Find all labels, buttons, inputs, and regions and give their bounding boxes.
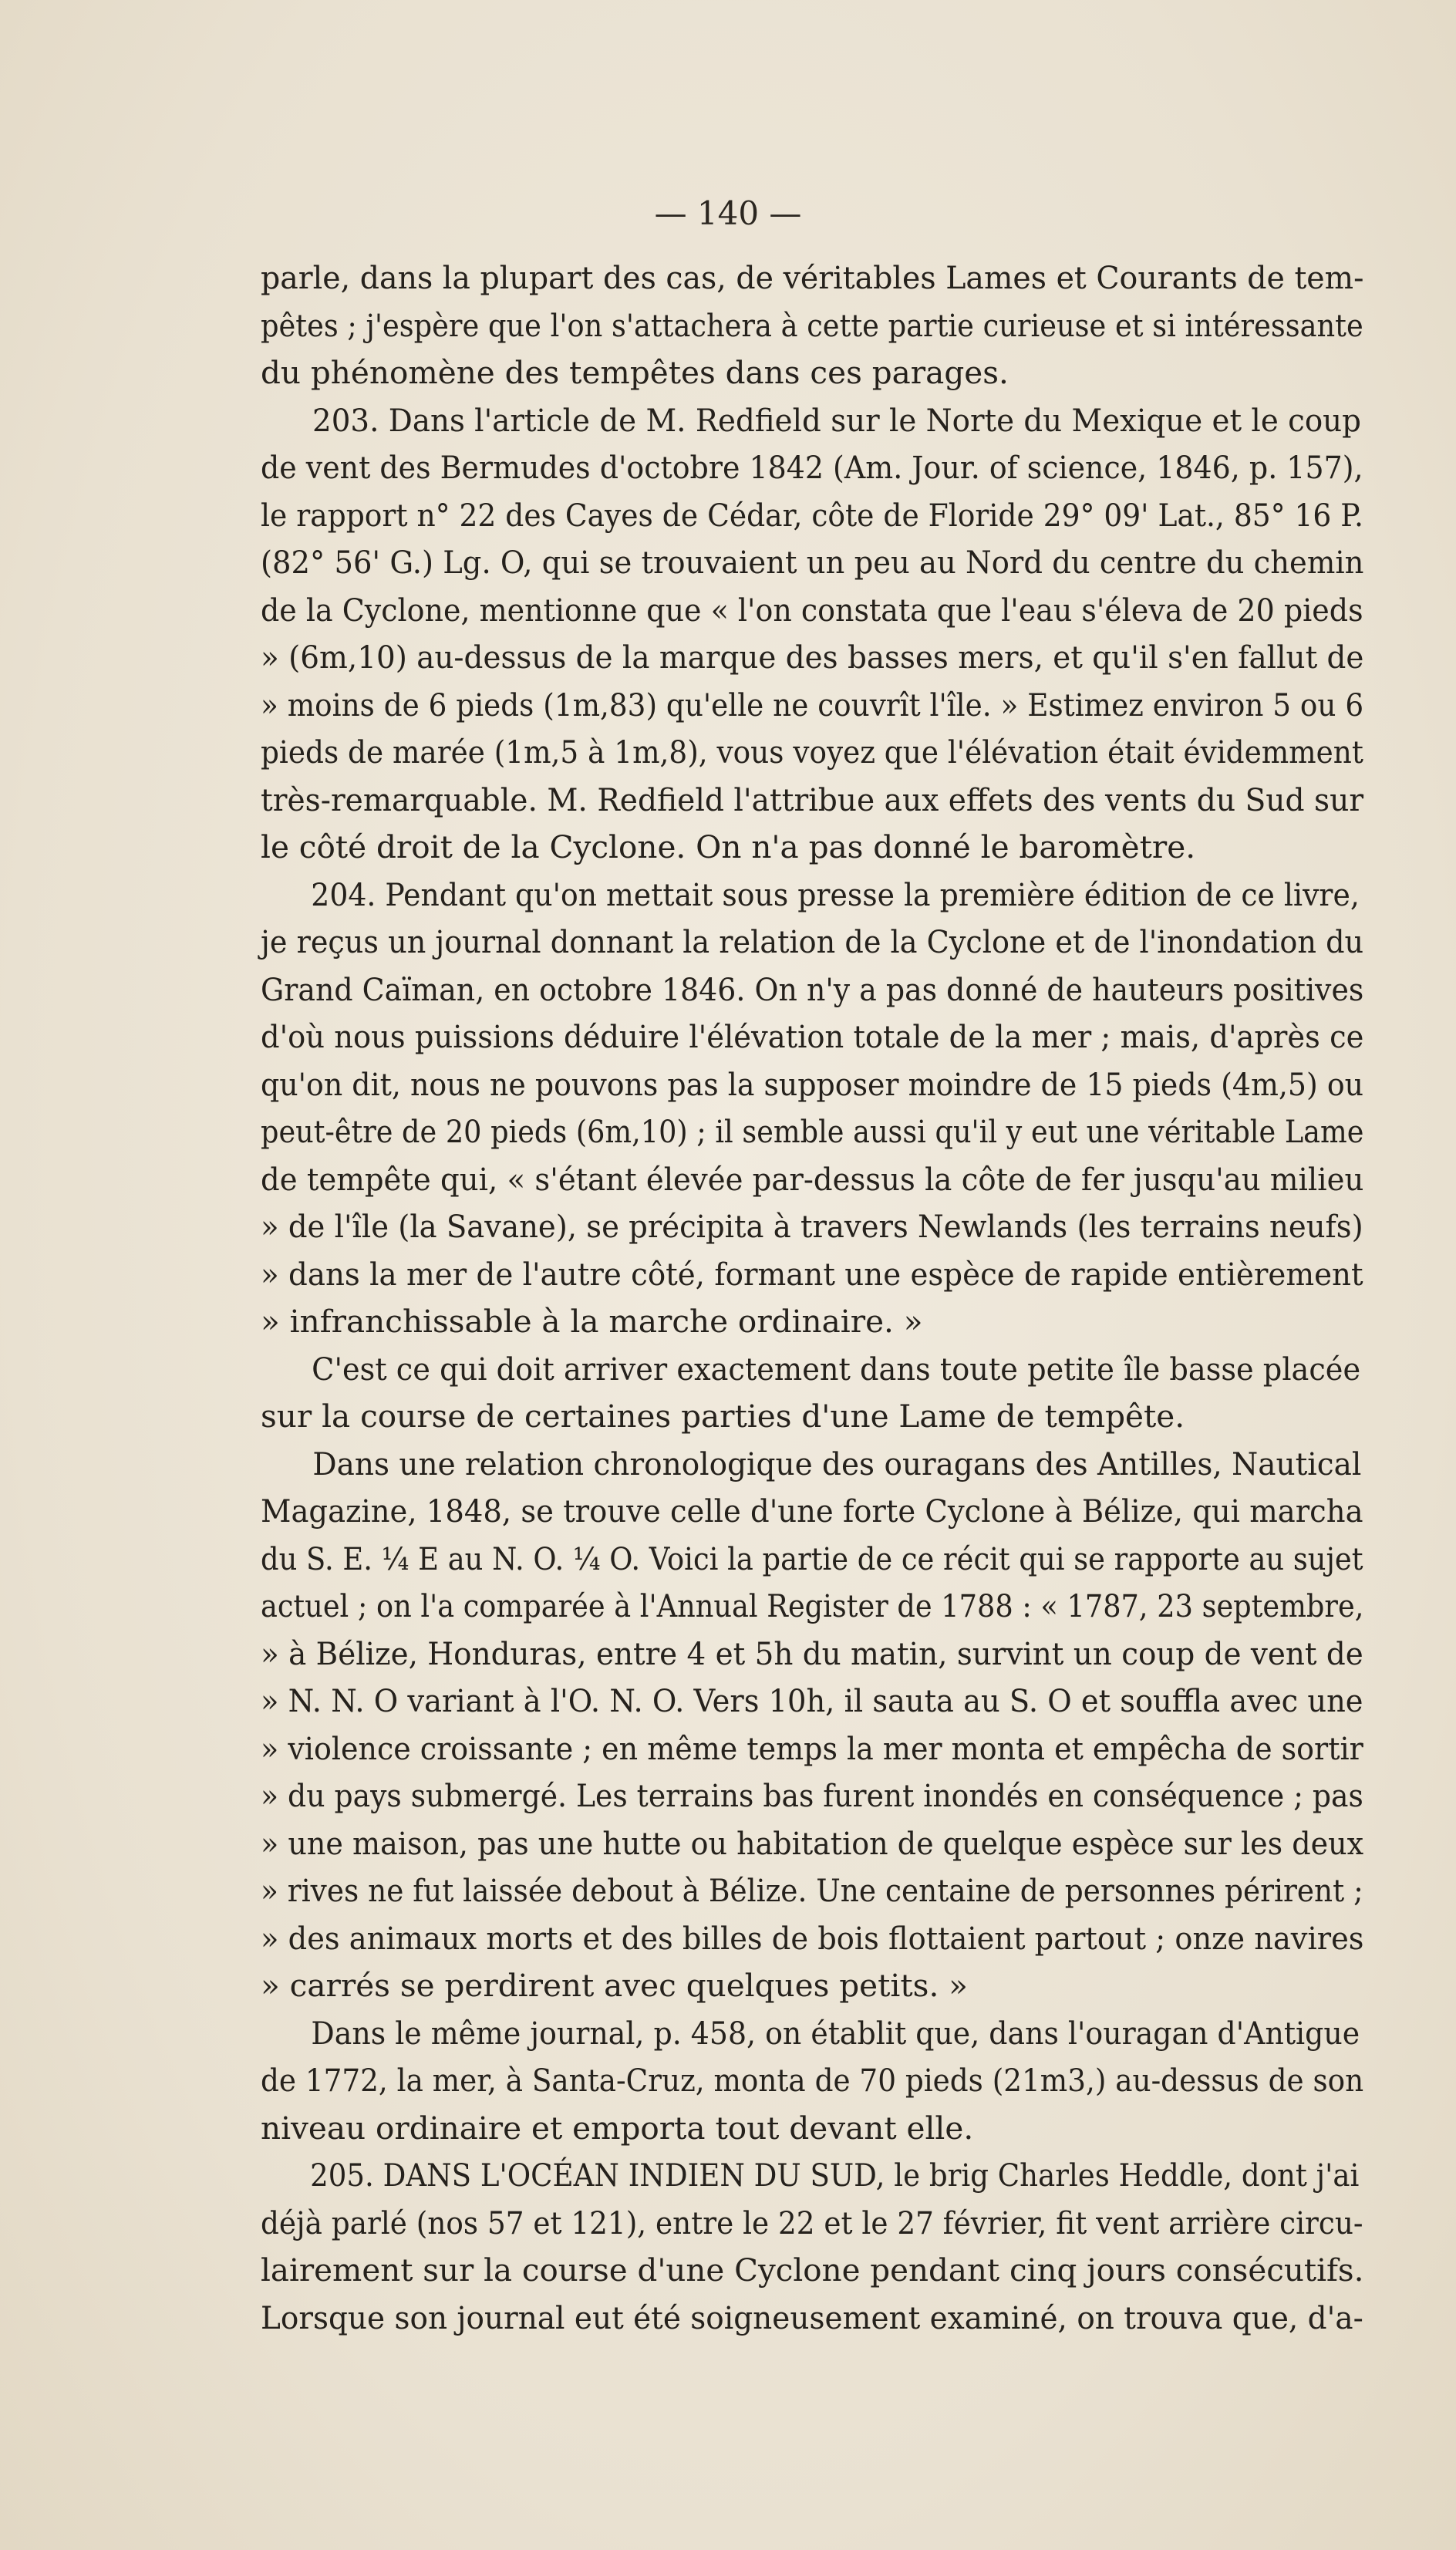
- text-line: » des animaux morts et des billes de bois flottaient partout ; onze navires: [261, 1919, 1364, 1957]
- text-line: le rapport n° 22 des Cayes de Cédar, côte de Floride 29° 09' Lat., 85° 16 P.: [261, 496, 1363, 534]
- text-line: » de l'île (la Savane), se précipita à travers Newlands (les terrains neufs): [261, 1208, 1363, 1245]
- text-line: sur la course de certaines parties d'une Lame de tempête.: [261, 1398, 1185, 1435]
- text-line: de la Cyclone, mentionne que « l'on constata que l'eau s'éleva de 20 pieds: [261, 591, 1363, 629]
- text-line: » moins de 6 pieds (1m,83) qu'elle ne couvrît l'île. » Estimez environ 5 ou 6: [261, 686, 1364, 724]
- text-line: actuel ; on l'a comparée à l'Annual Register de 1788 : « 1787, 23 septembre,: [261, 1587, 1364, 1624]
- text-line: Grand Caïman, en octobre 1846. On n'y a pas donné de hauteurs positives: [261, 970, 1364, 1008]
- text-line: 205. DANS L'OCÉAN INDIEN DU SUD, le brig Charles Heddle, dont j'ai: [310, 2157, 1360, 2194]
- text-line: (82° 56' G.) Lg. O, qui se trouvaient un peu au Nord du centre du chemin: [261, 544, 1364, 581]
- text-line: 204. Pendant qu'on mettait sous presse la première édition de ce livre,: [311, 875, 1360, 913]
- text-line: niveau ordinaire et emporta tout devant elle.: [261, 2109, 974, 2147]
- text-line: de vent des Bermudes d'octobre 1842 (Am. Jour. of science, 1846, p. 157),: [261, 449, 1363, 486]
- page-number: — 140 —: [654, 194, 802, 232]
- text-line: d'où nous puissions déduire l'élévation totale de la mer ; mais, d'après ce: [261, 1018, 1364, 1055]
- text-line: » à Bélize, Honduras, entre 4 et 5h du matin, survint un coup de vent de: [261, 1634, 1363, 1672]
- text-line: du S. E. ¼ E au N. O. ¼ O. Voici la partie de ce récit qui se rapporte au sujet: [261, 1540, 1363, 1577]
- text-line: » violence croissante ; en même temps la mer monta et empêcha de sortir: [261, 1729, 1363, 1767]
- text-line: qu'on dit, nous ne pouvons pas la supposer moindre de 15 pieds (4m,5) ou: [261, 1065, 1364, 1103]
- text-line: le côté droit de la Cyclone. On n'a pas donné le baromètre.: [261, 828, 1196, 865]
- text-line: » infranchissable à la marche ordinaire. »: [261, 1303, 923, 1340]
- text-line: 203. Dans l'article de M. Redfield sur le Norte du Mexique et le coup: [312, 401, 1361, 439]
- text-line: » rives ne fut laissée debout à Bélize. Une centaine de personnes périrent ;: [261, 1872, 1363, 1909]
- text-line: » une maison, pas une hutte ou habitation de quelque espèce sur les deux: [261, 1824, 1364, 1862]
- text-line: peut-être de 20 pieds (6m,10) ; il semble aussi qu'il y eut une véritable Lame: [261, 1113, 1364, 1150]
- text-line: pêtes ; j'espère que l'on s'attachera à cette partie curieuse et si intéressante: [261, 306, 1363, 344]
- text-line: » carrés se perdirent avec quelques petits. »: [261, 1967, 968, 2004]
- text-line: très-remarquable. M. Redfield l'attribue aux effets des vents du Sud sur: [261, 781, 1364, 818]
- text-line: pieds de marée (1m,5 à 1m,8), vous voyez que l'élévation était évidemment: [261, 734, 1363, 771]
- body-text: [261, 255, 1363, 2342]
- text-line: Dans une relation chronologique des ouragans des Antilles, Nautical: [312, 1445, 1362, 1482]
- text-line: de 1772, la mer, à Santa-Cruz, monta de 70 pieds (21m3,) au-dessus de son: [261, 2062, 1364, 2099]
- text-line: de tempête qui, « s'étant élevée par-dessus la côte de fer jusqu'au milieu: [261, 1160, 1364, 1198]
- text-line: » (6m,10) au-dessus de la marque des basses mers, et qu'il s'en fallut de: [261, 639, 1364, 676]
- text-line: lairement sur la course d'une Cyclone pendant cinq jours consécutifs.: [261, 2251, 1364, 2289]
- text-line: parle, dans la plupart des cas, de véritables Lames et Courants de tem-: [261, 259, 1364, 296]
- text-line: » N. N. O variant à l'O. N. O. Vers 10h, il sauta au S. O et souffla avec une: [261, 1682, 1363, 1719]
- text-line: Lorsque son journal eut été soigneusement examiné, on trouva que, d'a-: [261, 2299, 1363, 2336]
- text-line: » du pays submergé. Les terrains bas furent inondés en conséquence ; pas: [261, 1777, 1363, 1814]
- text-line: Magazine, 1848, se trouve celle d'une forte Cyclone à Bélize, qui marcha: [261, 1493, 1363, 1530]
- text-line: Dans le même journal, p. 458, on établit que, dans l'ouragan d'Antigue: [311, 2014, 1360, 2052]
- text-line: déjà parlé (nos 57 et 121), entre le 22 et le 27 février, fit vent arrière circu-: [261, 2204, 1363, 2241]
- text-line: je reçus un journal donnant la relation de la Cyclone et de l'inondation du: [261, 923, 1364, 960]
- text-line: » dans la mer de l'autre côté, formant une espèce de rapide entièrement: [261, 1255, 1363, 1293]
- text-line: C'est ce qui doit arriver exactement dans toute petite île basse placée: [312, 1350, 1361, 1388]
- text-line: du phénomène des tempêtes dans ces parages.: [261, 354, 1009, 391]
